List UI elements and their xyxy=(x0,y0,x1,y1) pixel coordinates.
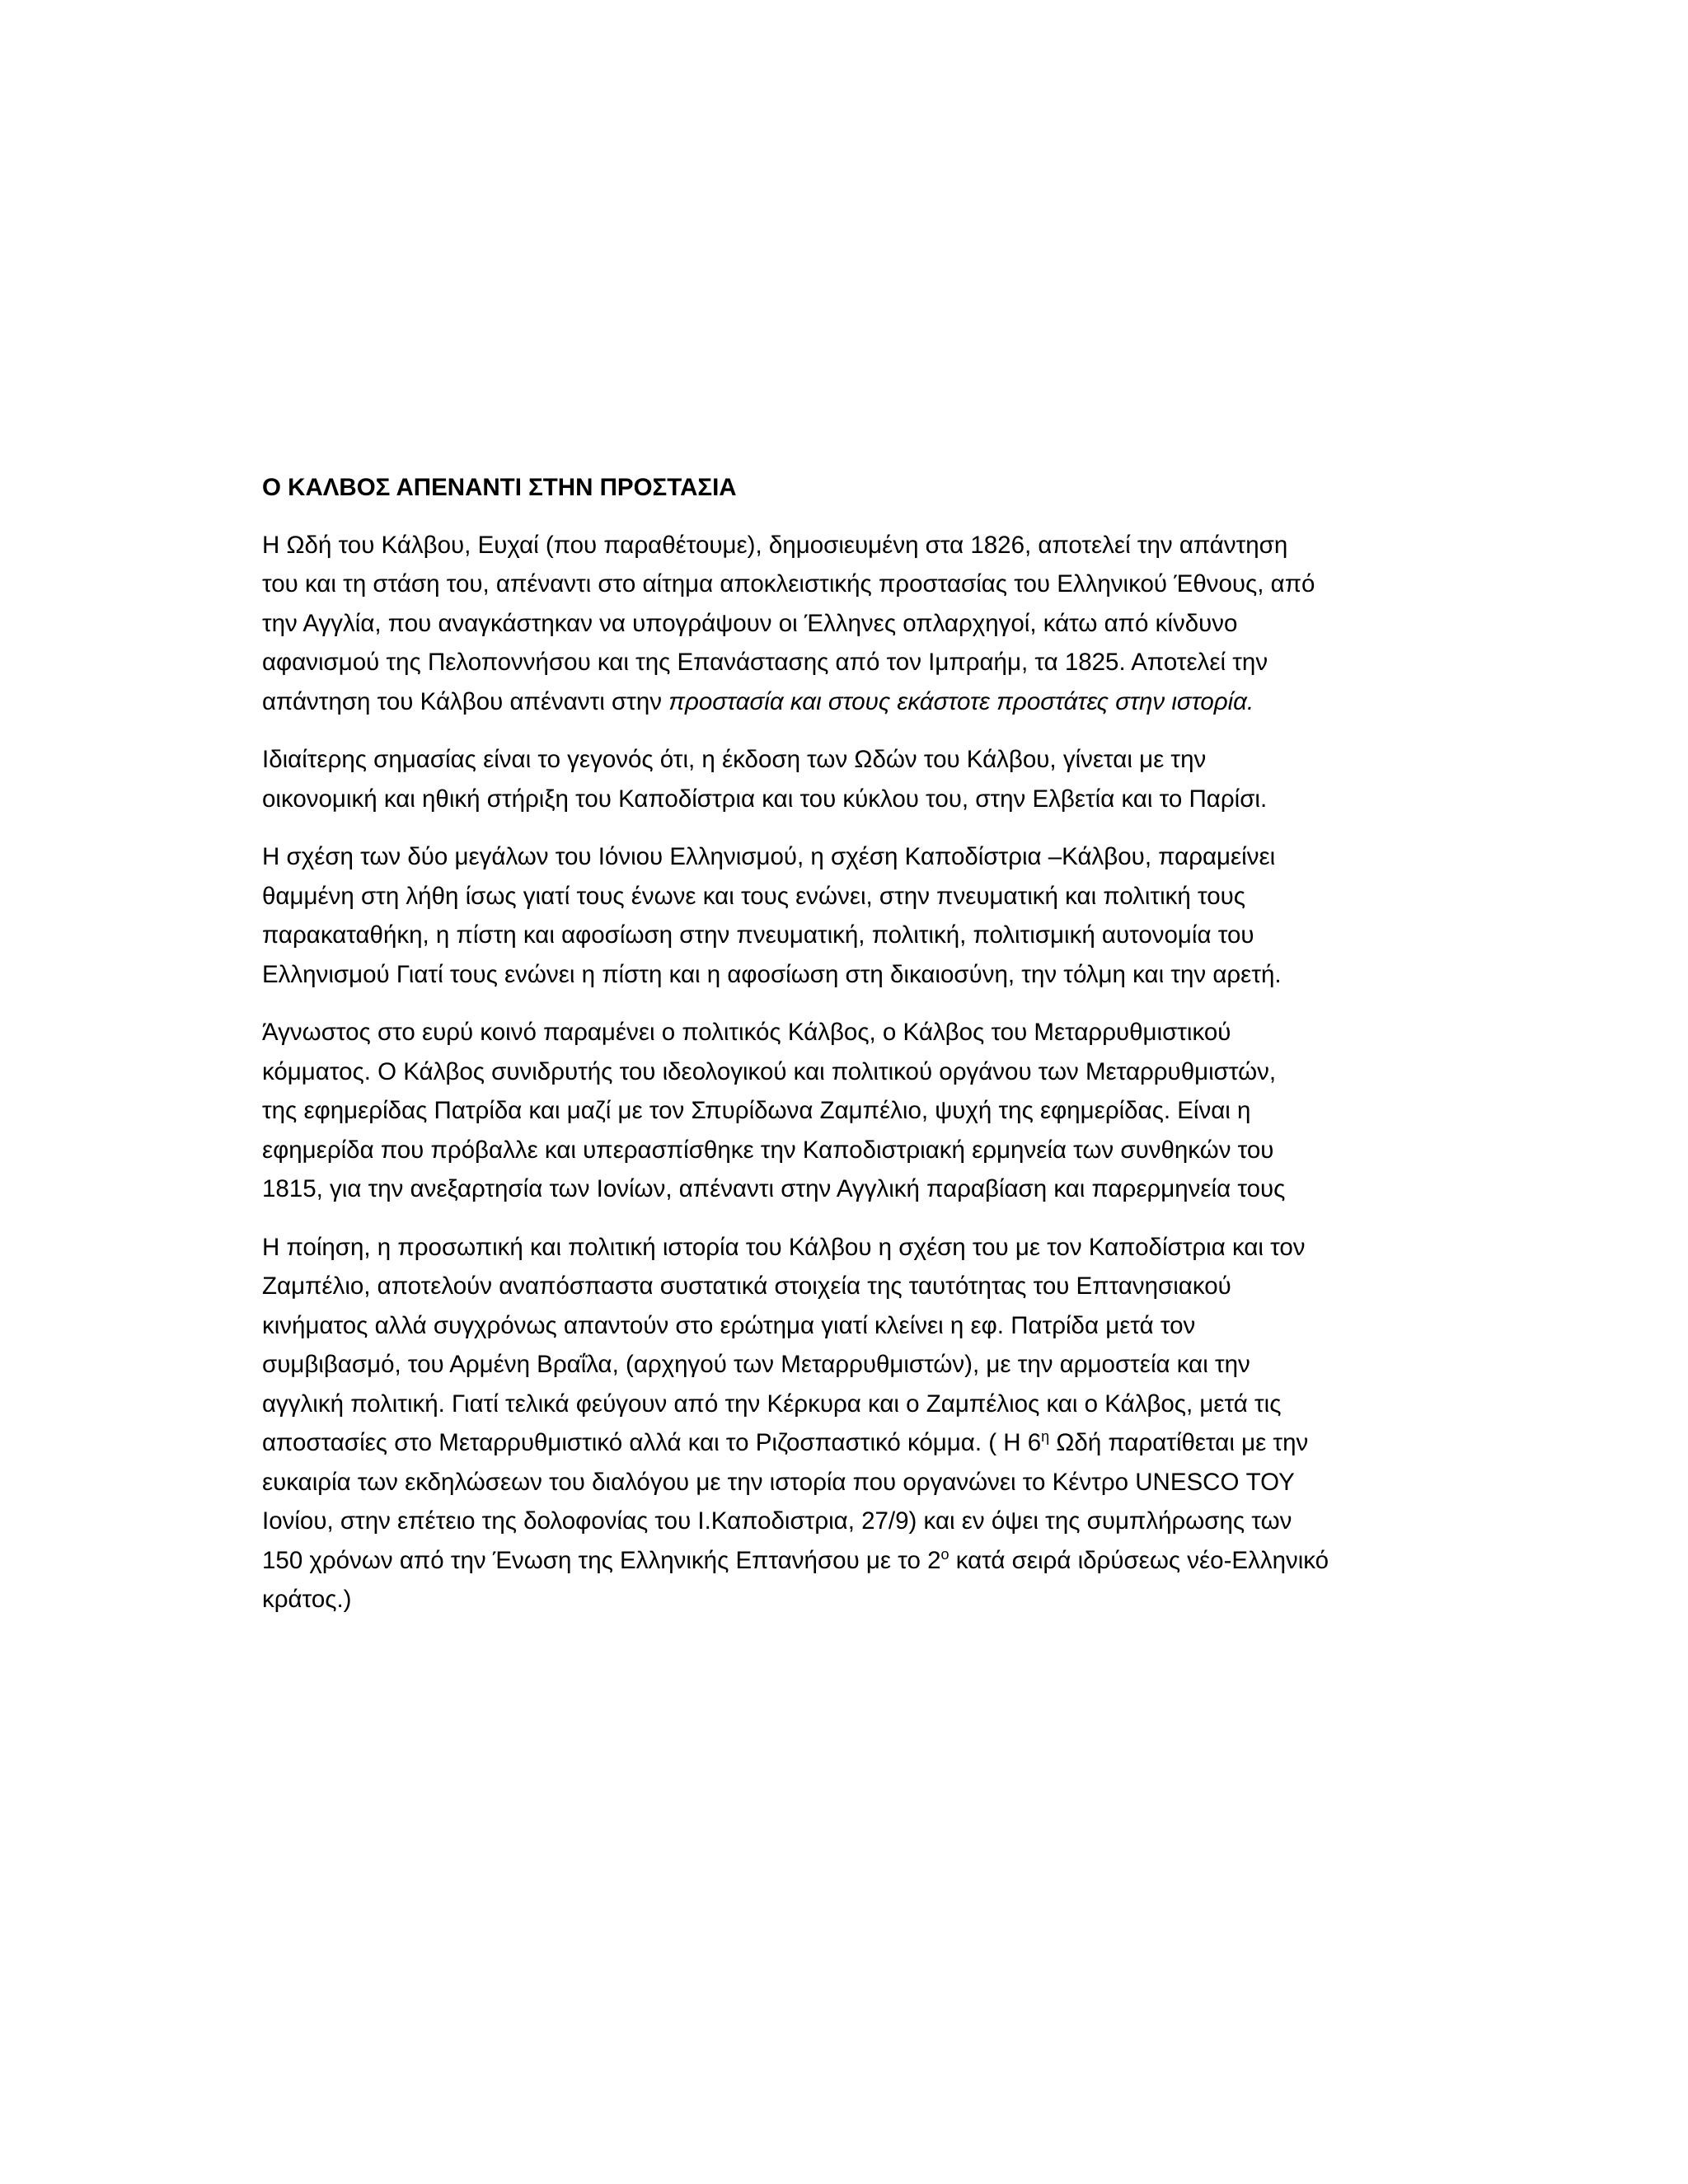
paragraph-line: κόμματος. Ο Κάλβος συνιδρυτής του ιδεολογικού και πολιτικού οργάνου των Μεταρρυθμιστών, xyxy=(262,1057,1277,1085)
paragraph-text: αποστασίες στο Μεταρρυθμιστικό αλλά και το Ριζοσπαστικό κόμμα. ( Η 6 xyxy=(262,1429,1042,1456)
superscript: η xyxy=(1041,1428,1050,1446)
paragraph-line: οικονομική και ηθική στήριξη του Καποδίστρια και του κύκλου του, στην Ελβετία και το Παρίσι. xyxy=(262,785,1268,813)
paragraph-line: Ελληνισμού Γιατί τους ενώνει η πίστη και η αφοσίωση στη δικαιοσύνη, την τόλμη και την αρετή. xyxy=(262,960,1282,988)
paragraph-line: Ζαμπέλιο, αποτελούν αναπόσπαστα συστατικά στοιχεία της ταυτότητας του Επτανησιακού xyxy=(262,1272,1231,1300)
paragraph-line: Η σχέση των δύο μεγάλων του Ιόνιου Ελληνισμού, η σχέση Καποδίστρια –Κάλβου, παραμείνει xyxy=(262,843,1276,870)
paragraph-line xyxy=(262,1423,1474,1463)
document-body xyxy=(262,468,1474,1638)
paragraph-line: Η ποίηση, η προσωπική και πολιτική ιστορία του Κάλβου η σχέση του με τον Καποδίστρια και τον xyxy=(262,1233,1306,1261)
paragraph-3 xyxy=(262,837,1474,994)
superscript: ο xyxy=(940,1545,950,1563)
paragraph-line: Ιδιαίτερης σημασίας είναι το γεγονός ότι, η έκδοση των Ωδών του Κάλβου, γίνεται με την xyxy=(262,746,1207,773)
paragraph-4 xyxy=(262,1013,1474,1209)
paragraph-line: Άγνωστος στο ευρύ κοινό παραμένει ο πολιτικός Κάλβος, ο Κάλβος του Μεταρρυθμιστικού xyxy=(262,1019,1231,1046)
paragraph-line: Η Ωδή του Κάλβου, Ευχαί (που παραθέτουμε), δημοσιευμένη στα 1826, αποτελεί την απάντηση xyxy=(262,531,1288,559)
paragraph-line xyxy=(262,682,1474,722)
paragraph-text: Ωδή παρατίθεται με την xyxy=(1049,1429,1309,1456)
paragraph-line: θαμμένη στη λήθη ίσως γιατί τους ένωνε και τους ενώνει, στην πνευματική και πολιτική τους xyxy=(262,882,1245,910)
paragraph-line: ευκαιρία των εκδηλώσεων του διαλόγου με την ιστορία που οργανώνει το Κέντρο UNESCO ΤΟΥ xyxy=(262,1468,1295,1496)
document-title: Ο ΚΑΛΒΟΣ ΑΠΕΝΑΝΤΙ ΣΤΗΝ ΠΡΟΣΤΑΣΙΑ xyxy=(262,474,737,501)
paragraph-line: αγγλική πολιτική. Γιατί τελικά φεύγουν από την Κέρκυρα και ο Ζαμπέλιος και ο Κάλβος, μετά τις xyxy=(262,1390,1282,1418)
paragraph-line: του και τη στάση του, απέναντι στο αίτημα αποκλειστικής προστασίας του Ελληνικού Έθνους, από xyxy=(262,570,1315,598)
paragraph-2 xyxy=(262,740,1474,818)
paragraph-line xyxy=(262,1541,1474,1581)
paragraph-1 xyxy=(262,526,1474,722)
paragraph-line: την Αγγλία, που αναγκάστηκαν να υπογράψουν οι Έλληνες οπλαρχηγοί, κάτω από κίνδυνο xyxy=(262,609,1238,637)
paragraph-line: συμβιβασμό, του Αρμένη Βραΐλα, (αρχηγού των Μεταρρυθμιστών), με την αρμοστεία και την xyxy=(262,1351,1250,1378)
paragraph-line: αφανισμού της Πελοποννήσου και της Επανάστασης από τον Ιμπραήμ, τα 1825. Αποτελεί την xyxy=(262,649,1268,676)
paragraph-line: κράτος.) xyxy=(262,1586,352,1613)
paragraph-line: της εφημερίδας Πατρίδα και μαζί με τον Σπυρίδωνα Ζαμπέλιο, ψυχή της εφημερίδας. Είναι η xyxy=(262,1097,1251,1124)
paragraph-line: Ιονίου, στην επέτειο της δολοφονίας του Ι.Καποδιστρια, 27/9) και εν όψει της συμπλήρωσης των xyxy=(262,1507,1292,1535)
paragraph-line: 1815, για την ανεξαρτησία των Ιονίων, απέναντι στην Αγγλική παραβίαση και παρερμηνεία τους xyxy=(262,1175,1286,1202)
paragraph-text: 150 χρόνων από την Ένωση της Ελληνικής Επτανήσου με το 2 xyxy=(262,1546,941,1574)
paragraph-line: εφημερίδα που πρόβαλλε και υπερασπίσθηκε την Καποδιστριακή ερμηνεία των συνθηκών του xyxy=(262,1136,1274,1164)
paragraph-5 xyxy=(262,1228,1474,1619)
italic-phrase: προστασία και στους εκάστοτε προστάτες στην ιστορία. xyxy=(668,687,1254,715)
paragraph-line: παρακαταθήκη, η πίστη και αφοσίωση στην πνευματική, πολιτική, πολιτισμική αυτονομία του xyxy=(262,921,1254,949)
paragraph-text: κατά σειρά ιδρύσεως νέο-Ελληνικό xyxy=(949,1546,1329,1574)
paragraph-line: κινήματος αλλά συγχρόνως απαντούν στο ερώτημα γιατί κλείνει η εφ. Πατρίδα μετά τον xyxy=(262,1311,1196,1339)
paragraph-text: απάντηση του Κάλβου απέναντι στην xyxy=(262,687,669,715)
